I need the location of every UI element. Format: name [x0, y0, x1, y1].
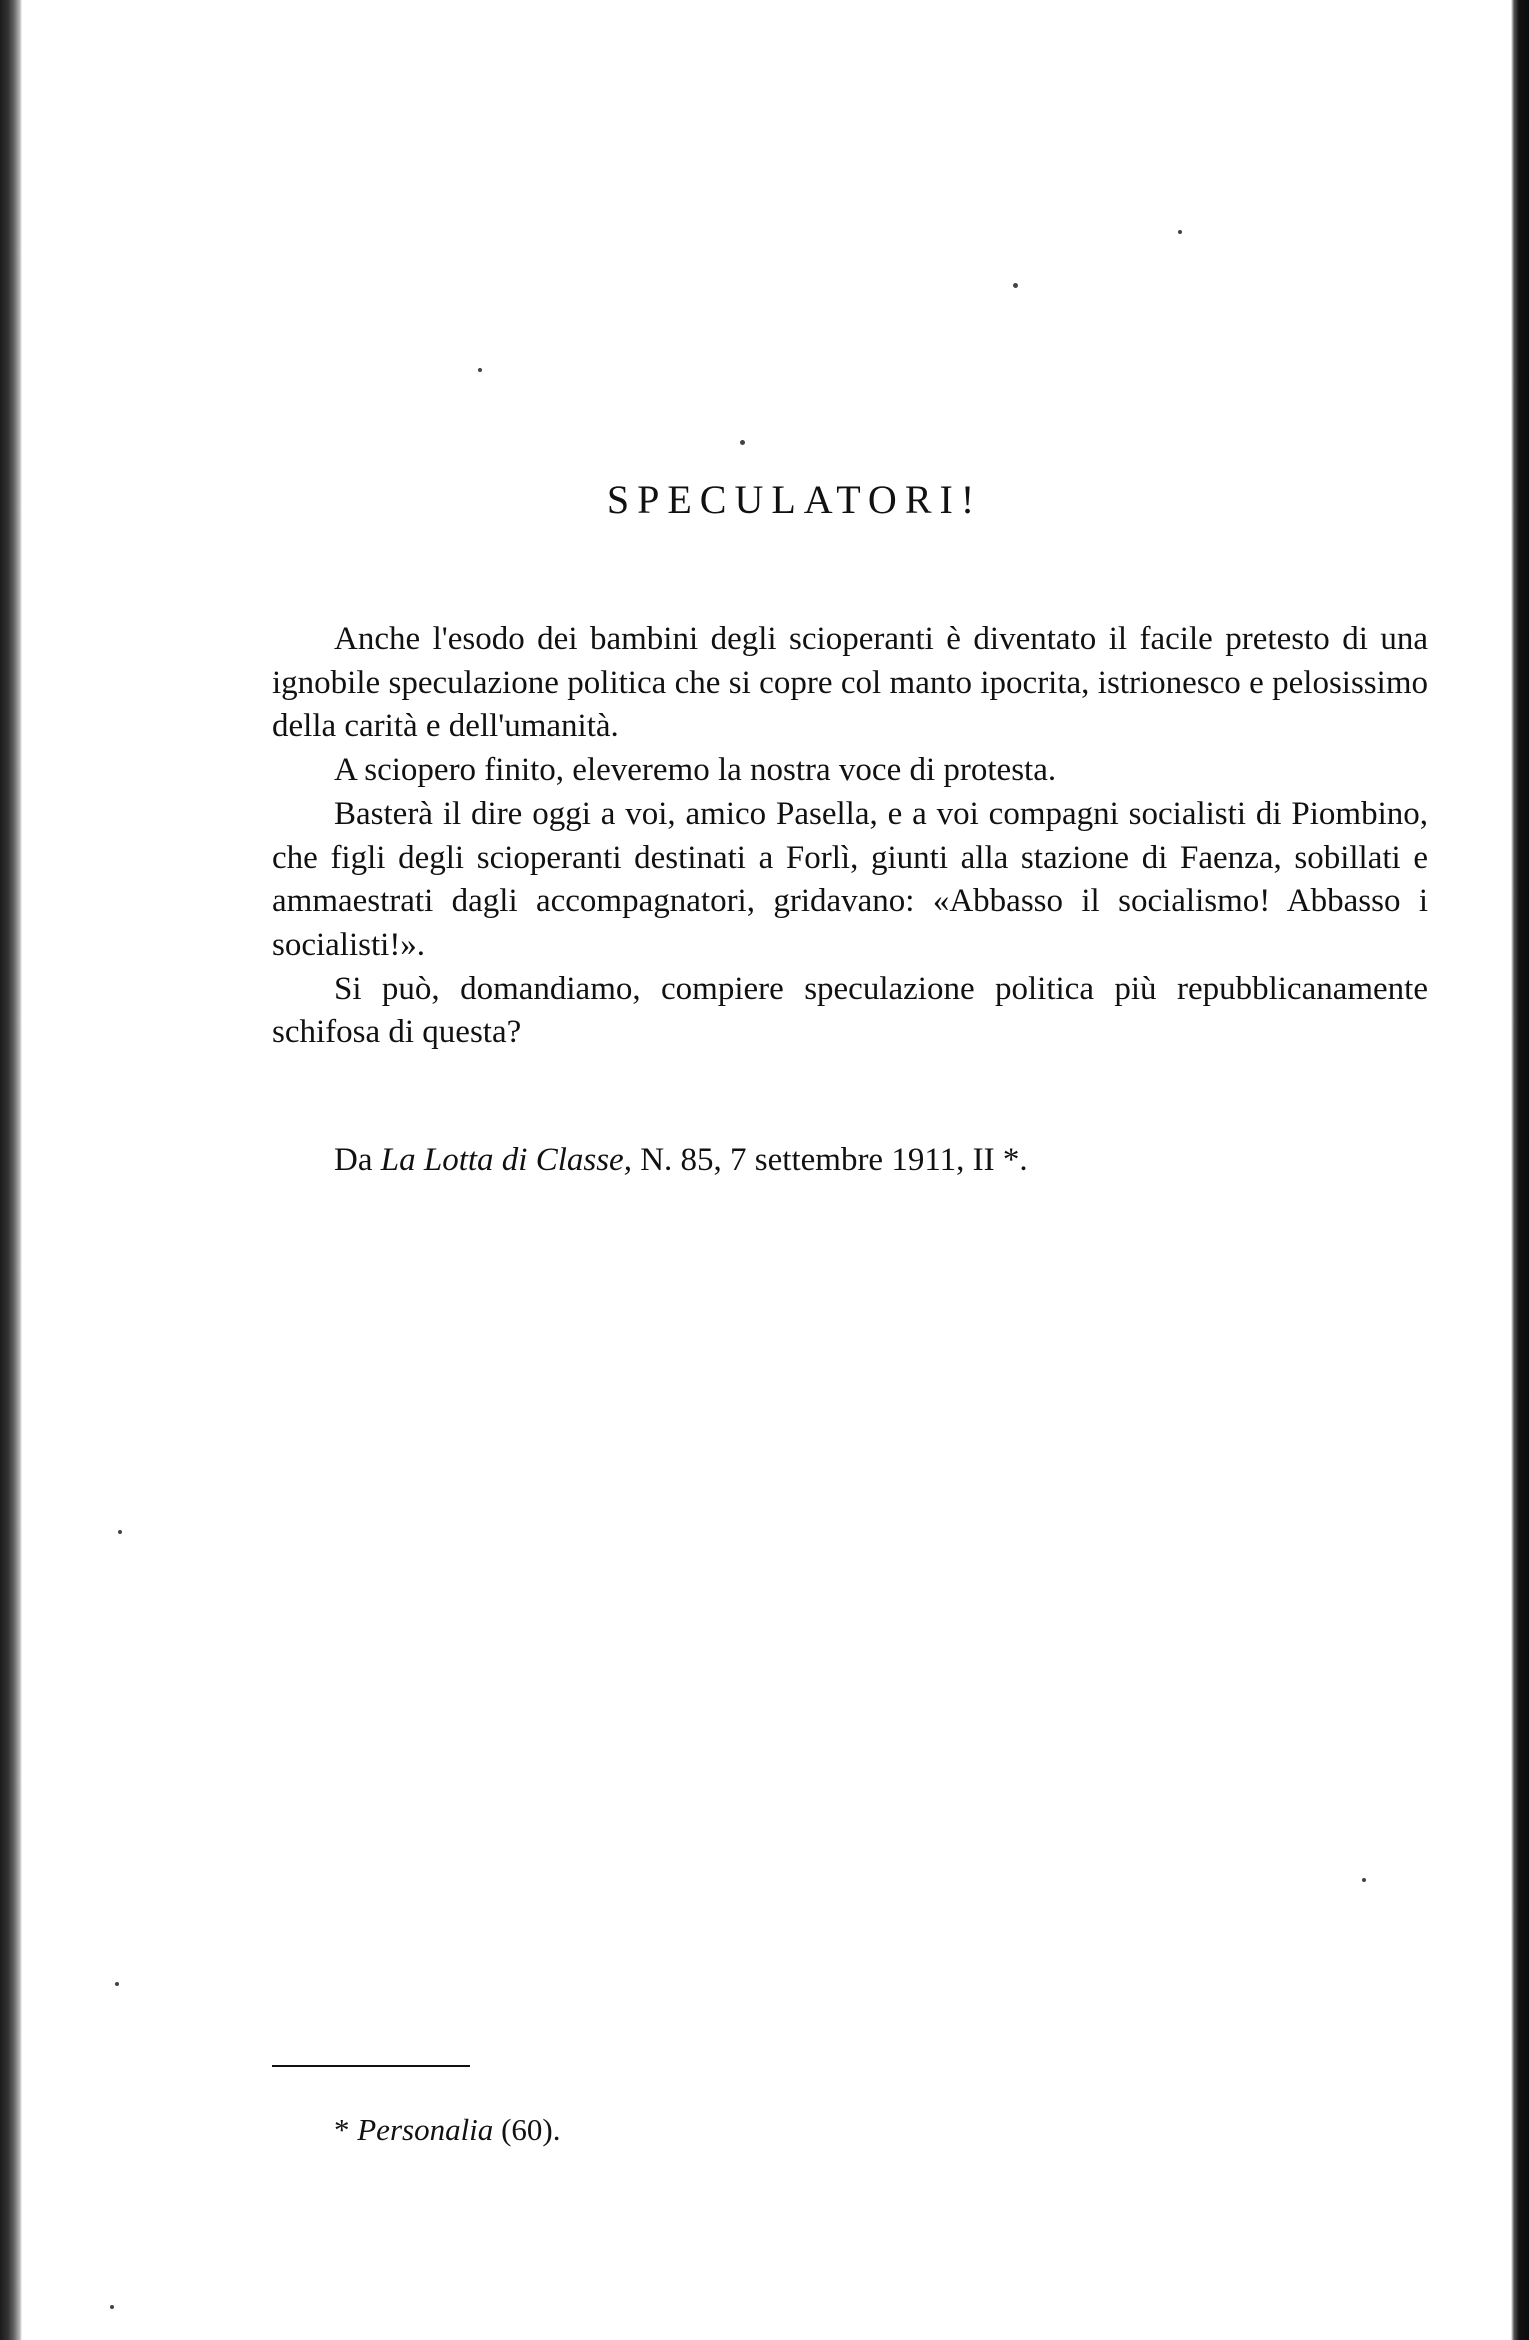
scan-speck	[1013, 283, 1018, 288]
paragraph: Anche l'esodo dei bambini degli scioperanti è diventato il facile pretesto di una ignobile speculazione politica che si copre col manto ipocrita, istrionesco e pelosissimo della carità e dell'umanità.	[272, 621, 1428, 745]
article-body	[272, 618, 1428, 1055]
page-title: SPECULATORI!	[606, 477, 983, 522]
footnote-ref: (60).	[501, 2112, 561, 2147]
footnote-marker: *	[334, 2112, 350, 2147]
scan-speck	[118, 1530, 122, 1534]
footnote-title: Personalia	[357, 2112, 494, 2147]
scan-speck	[115, 1982, 119, 1986]
source-prefix: Da	[334, 1142, 373, 1178]
source-details: N. 85, 7 settembre 1911, II *.	[640, 1142, 1028, 1178]
scan-edge-left	[0, 0, 22, 2340]
scan-edge-right	[1511, 0, 1529, 2340]
source-publication: La Lotta di Classe,	[380, 1142, 632, 1178]
source-citation	[334, 1142, 1028, 1179]
scan-speck	[110, 2305, 114, 2309]
scan-speck	[1178, 230, 1182, 234]
paragraph: Si può, domandiamo, compiere speculazione politica più repubblicanamente schifosa di questa?	[272, 970, 1428, 1051]
scan-speck	[478, 368, 482, 372]
scan-speck	[1362, 1878, 1366, 1882]
paragraph: Basterà il dire oggi a voi, amico Pasella, e a voi compagni socialisti di Piombino, che figli degli scioperanti destinati a Forlì, giunti alla stazione di Faenza, sobillati e ammaestrati dagli accompagnatori, gridavano: «Abbasso il socialismo! Abbasso i socialisti!».	[272, 795, 1428, 963]
footnote	[334, 2112, 560, 2148]
scan-speck	[740, 440, 745, 445]
footnote-divider	[272, 2065, 470, 2067]
paragraph: A sciopero finito, eleveremo la nostra voce di protesta.	[334, 752, 1057, 789]
